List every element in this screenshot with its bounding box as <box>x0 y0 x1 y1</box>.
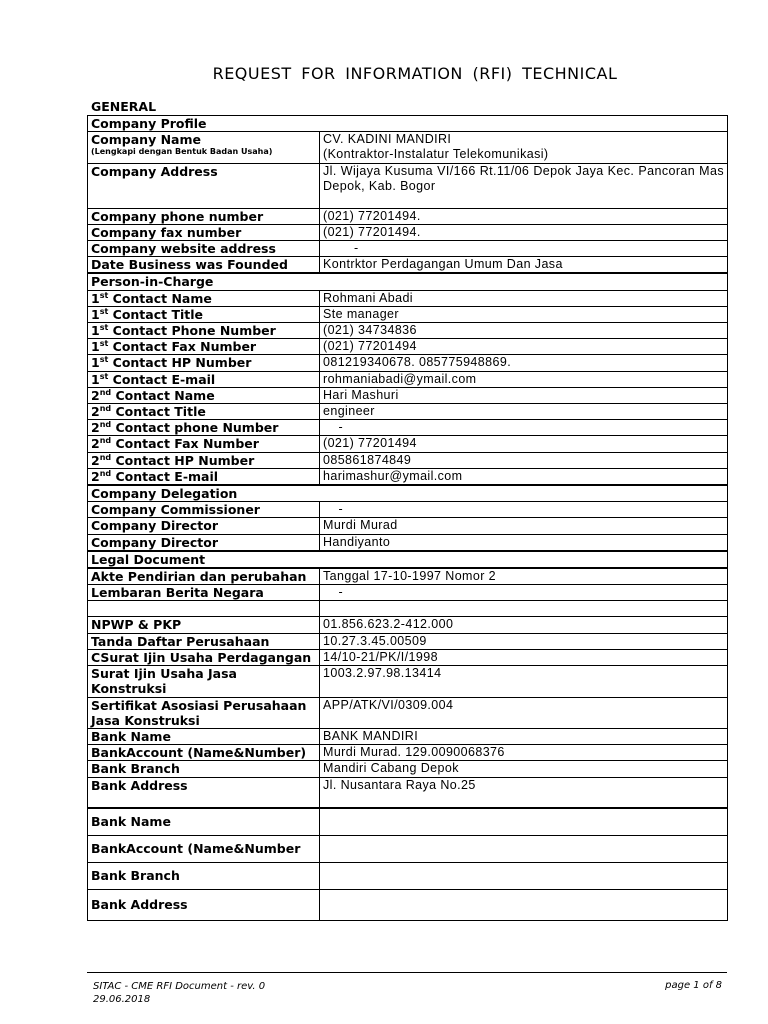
table-row <box>88 728 728 744</box>
commissioner-value[interactable]: - <box>320 502 728 518</box>
contact2-phone-label <box>88 420 320 436</box>
table-row <box>88 355 728 371</box>
ordinal: 2 <box>91 436 100 452</box>
ordinal: 2 <box>91 404 100 420</box>
table-row <box>88 761 728 777</box>
section-heading: Company Delegation <box>88 485 728 502</box>
commissioner-label: Company Commissioner <box>88 502 320 518</box>
company-website-label: Company website address <box>88 241 320 257</box>
bank-account-value[interactable]: Murdi Murad. 129.0090068376 <box>320 745 728 761</box>
table-row <box>88 617 728 633</box>
table-row <box>88 208 728 224</box>
table-row <box>88 808 728 836</box>
ordinal-suffix: st <box>99 290 109 300</box>
company-fax-value[interactable]: (021) 77201494. <box>320 224 728 240</box>
ordinal-suffix: st <box>99 306 109 316</box>
bank-name-label: Bank Name <box>88 728 320 744</box>
field-label: Contact Name <box>111 387 215 403</box>
field-label: Contact Phone Number <box>108 323 276 339</box>
tdp-value[interactable]: 10.27.3.45.00509 <box>320 633 728 649</box>
company-phone-label: Company phone number <box>88 208 320 224</box>
ordinal-suffix: st <box>99 371 109 381</box>
field-value: CV. KADINI MANDIRI <box>323 132 452 147</box>
ordinal: 2 <box>91 468 100 484</box>
contact2-title-value[interactable]: engineer <box>320 404 728 420</box>
footer-doc-info <box>93 980 265 1006</box>
company-name-label <box>88 132 320 163</box>
contact1-hp-label <box>88 355 320 371</box>
contact1-fax-label <box>88 339 320 355</box>
contact2-title-label <box>88 404 320 420</box>
berita-negara-label: Lembaran Berita Negara <box>88 585 320 601</box>
empty-cell <box>320 601 728 617</box>
siup-label: CSurat Ijin Usaha Perdagangan <box>88 649 320 665</box>
ordinal: 1 <box>91 371 100 387</box>
bank2-name-label: Bank Name <box>88 808 320 836</box>
npwp-value[interactable]: 01.856.623.2-412.000 <box>320 617 728 633</box>
contact1-phone-value[interactable]: (021) 34734836 <box>320 323 728 339</box>
table-row <box>88 835 728 862</box>
ordinal-suffix: st <box>99 322 109 332</box>
field-label: Contact Fax Number <box>111 436 259 452</box>
table-row <box>88 889 728 920</box>
bank-address-value[interactable]: Jl. Nusantara Raya No.25 <box>320 777 728 808</box>
bank2-address-value[interactable] <box>320 889 728 920</box>
table-row <box>88 534 728 551</box>
table-row <box>88 306 728 322</box>
table-row <box>88 323 728 339</box>
section-heading: Company Profile <box>88 116 728 132</box>
contact1-phone-label <box>88 323 320 339</box>
table-row <box>88 518 728 534</box>
company-fax-label: Company fax number <box>88 224 320 240</box>
field-label: Contact Title <box>111 404 206 420</box>
contact1-email-label <box>88 371 320 387</box>
bank2-account-value[interactable] <box>320 835 728 862</box>
table-row <box>88 666 728 697</box>
director2-value[interactable]: Handiyanto <box>320 534 728 551</box>
ordinal: 1 <box>91 306 100 322</box>
section-general-label: GENERAL <box>91 99 157 114</box>
bank2-branch-value[interactable] <box>320 862 728 889</box>
table-row <box>88 585 728 601</box>
field-label: Contact phone Number <box>111 420 279 436</box>
section-row-company-delegation <box>88 485 728 502</box>
ordinal: 1 <box>91 323 100 339</box>
empty-cell <box>88 601 320 617</box>
table-row <box>88 339 728 355</box>
table-row <box>88 745 728 761</box>
section-row-legal-document <box>88 551 728 568</box>
table-row <box>88 241 728 257</box>
section-heading: Legal Document <box>88 551 728 568</box>
table-row <box>88 777 728 808</box>
siup-value[interactable]: 14/10-21/PK/I/1998 <box>320 649 728 665</box>
bank2-name-value[interactable] <box>320 808 728 836</box>
contact2-hp-value[interactable]: 085861874849 <box>320 452 728 468</box>
sertifikat-value[interactable]: APP/ATK/VI/0309.004 <box>320 697 728 728</box>
table-row <box>88 436 728 452</box>
table-row <box>88 649 728 665</box>
table-row <box>88 420 728 436</box>
footer-divider <box>87 972 727 973</box>
table-row <box>88 697 728 728</box>
section-row-company-profile <box>88 116 728 132</box>
table-row <box>88 468 728 485</box>
field-label: Contact HP Number <box>108 355 252 371</box>
contact2-fax-label <box>88 436 320 452</box>
director1-value[interactable]: Murdi Murad <box>320 518 728 534</box>
ordinal-suffix: nd <box>99 468 112 478</box>
contact1-hp-value[interactable]: 081219340678. 085775948869. <box>320 355 728 371</box>
field-label: Contact E-mail <box>111 468 219 484</box>
bank-account-label: BankAccount (Name&Number) <box>88 745 320 761</box>
table-row <box>88 132 728 163</box>
ordinal: 1 <box>91 339 100 355</box>
director2-label: Company Director <box>88 534 320 551</box>
company-address-label: Company Address <box>88 163 320 208</box>
table-row-empty <box>88 601 728 617</box>
field-label: Contact Name <box>108 290 212 306</box>
akte-label: Akte Pendirian dan perubahan <box>88 568 320 585</box>
table-row <box>88 387 728 403</box>
field-label: Contact E-mail <box>108 371 216 387</box>
berita-negara-value[interactable]: - <box>320 585 728 601</box>
table-row <box>88 163 728 208</box>
akte-value[interactable]: Tanggal 17-10-1997 Nomor 2 <box>320 568 728 585</box>
ordinal-suffix: nd <box>99 452 112 462</box>
contact2-name-label <box>88 387 320 403</box>
ordinal-suffix: st <box>99 355 109 365</box>
ordinal-suffix: st <box>99 339 109 349</box>
footer-doc-name: SITAC - CME RFI Document - rev. 0 <box>93 981 266 992</box>
table-row <box>88 452 728 468</box>
field-label: Contact Fax Number <box>108 339 257 355</box>
contact2-phone-value[interactable]: - <box>320 420 728 436</box>
contact1-name-value[interactable]: Rohmani Abadi <box>320 290 728 306</box>
ordinal-suffix: nd <box>99 436 112 446</box>
ordinal: 2 <box>91 420 100 436</box>
bank-name-value[interactable]: BANK MANDIRI <box>320 728 728 744</box>
field-label: Contact Title <box>108 306 204 322</box>
contact1-name-label <box>88 290 320 306</box>
table-row <box>88 502 728 518</box>
bank2-account-label: BankAccount (Name&Number <box>88 835 320 862</box>
contact1-title-label <box>88 306 320 322</box>
field-sublabel: (Lengkapi dengan Bentuk Badan Usaha) <box>91 147 273 157</box>
contact1-email-value[interactable]: rohmaniabadi@ymail.com <box>320 371 728 387</box>
sijk-label: Surat Ijin Usaha Jasa Konstruksi <box>88 666 320 697</box>
bank2-address-label: Bank Address <box>88 889 320 920</box>
director1-label: Company Director <box>88 518 320 534</box>
contact2-fax-value[interactable]: (021) 77201494 <box>320 436 728 452</box>
table-row <box>88 257 728 274</box>
field-value: (Kontraktor-Instalatur Telekomunikasi) <box>323 147 549 162</box>
bank-branch-label: Bank Branch <box>88 761 320 777</box>
ordinal: 1 <box>91 355 100 371</box>
table-row <box>88 404 728 420</box>
ordinal: 2 <box>91 387 100 403</box>
ordinal-suffix: nd <box>99 420 112 430</box>
contact1-fax-value[interactable]: (021) 77201494 <box>320 339 728 355</box>
ordinal: 1 <box>91 290 100 306</box>
ordinal-suffix: nd <box>99 387 112 397</box>
sertifikat-label: Sertifikat Asosiasi Perusahaan Jasa Konstruksi <box>88 697 320 728</box>
page-title: REQUEST FOR INFORMATION (RFI) TECHNICAL <box>212 64 618 83</box>
footer-page-number: page 1 of 8 <box>665 980 722 991</box>
section-heading: Person-in-Charge <box>88 273 728 290</box>
sijk-value[interactable]: 1003.2.97.98.13414 <box>320 666 728 697</box>
table-row <box>88 568 728 585</box>
table-row <box>88 862 728 889</box>
contact2-name-value[interactable]: Hari Mashuri <box>320 387 728 403</box>
contact2-email-label <box>88 468 320 485</box>
company-website-value[interactable]: - <box>320 241 728 257</box>
npwp-label: NPWP & PKP <box>88 617 320 633</box>
ordinal-suffix: nd <box>99 403 112 413</box>
contact2-hp-label <box>88 452 320 468</box>
contact2-email-value[interactable]: harimashur@ymail.com <box>320 468 728 485</box>
company-phone-value[interactable]: (021) 77201494. <box>320 208 728 224</box>
table-row <box>88 224 728 240</box>
ordinal: 2 <box>91 452 100 468</box>
table-row <box>88 290 728 306</box>
field-label: Contact HP Number <box>111 452 255 468</box>
date-founded-value[interactable]: Kontrktor Perdagangan Umum Dan Jasa <box>320 257 728 274</box>
company-address-value[interactable]: Jl. Wijaya Kusuma VI/166 Rt.11/06 Depok Jaya Kec. Pancoran Mas Depok, Kab. Bogor <box>320 163 728 208</box>
bank2-branch-label: Bank Branch <box>88 862 320 889</box>
bank-branch-value[interactable]: Mandiri Cabang Depok <box>320 761 728 777</box>
date-founded-label: Date Business was Founded <box>88 257 320 274</box>
table-row <box>88 371 728 387</box>
footer-date: 29.06.2018 <box>93 994 151 1005</box>
rfi-form-table <box>87 115 728 921</box>
section-row-person-in-charge <box>88 273 728 290</box>
company-name-value[interactable] <box>320 132 728 163</box>
bank-address-label: Bank Address <box>88 777 320 808</box>
field-label: Company Name <box>91 132 201 148</box>
table-row <box>88 633 728 649</box>
contact1-title-value[interactable]: Ste manager <box>320 306 728 322</box>
tdp-label: Tanda Daftar Perusahaan <box>88 633 320 649</box>
